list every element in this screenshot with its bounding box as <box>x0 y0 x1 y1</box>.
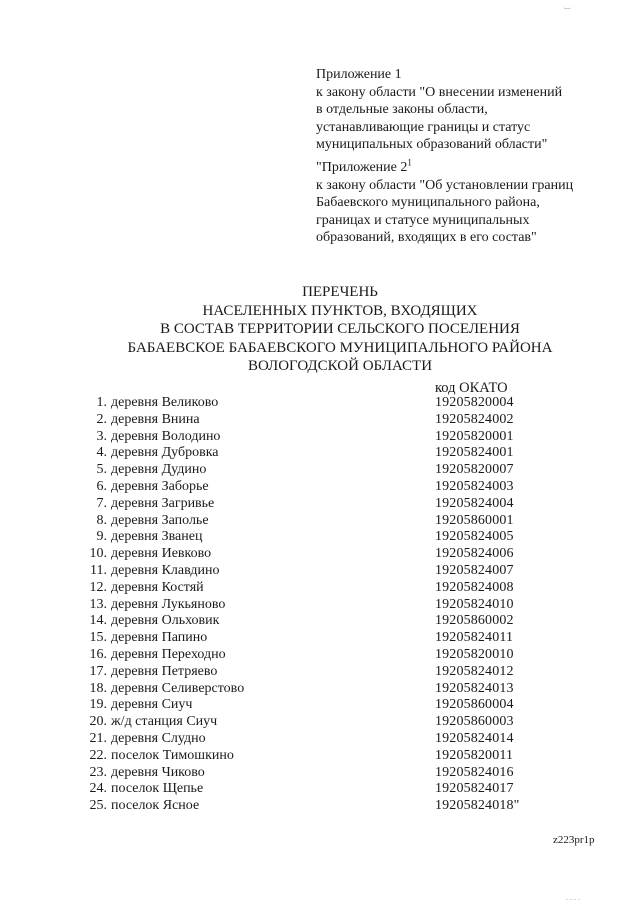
item-number: 6. <box>96 478 107 494</box>
item-name: деревня Загривье <box>111 495 215 511</box>
item-number: 17. <box>89 663 107 679</box>
item-name: деревня Званец <box>111 529 203 545</box>
appendix-1-line: Приложение 1 <box>316 67 402 82</box>
title-line: НАСЕЛЕННЫХ ПУНКТОВ, ВХОДЯЩИХ <box>202 302 478 319</box>
item-number: 23. <box>89 764 107 780</box>
item-name: деревня Клавдино <box>111 562 220 578</box>
item-okato-code: 19205824018" <box>435 798 520 814</box>
item-okato-code: 19205824006 <box>435 546 514 562</box>
list-item <box>78 681 538 698</box>
list-item <box>78 731 538 748</box>
appendix-1-line: в отдельные законы области, <box>316 102 488 117</box>
appendix-2-line: образований, входящих в его состав" <box>316 230 537 245</box>
list-item <box>78 714 538 731</box>
item-name: деревня Папино <box>111 630 208 646</box>
item-name: деревня Переходно <box>111 646 226 662</box>
item-number: 8. <box>96 512 107 528</box>
item-number: 4. <box>96 445 107 461</box>
item-number: 24. <box>89 781 107 797</box>
item-okato-code: 19205824017 <box>435 781 514 797</box>
item-okato-code: 19205824014 <box>435 730 514 746</box>
item-number: 14. <box>89 613 107 629</box>
item-okato-code: 19205824011 <box>435 630 514 646</box>
item-name: деревня Заборье <box>111 478 209 494</box>
item-number: 21. <box>89 730 107 746</box>
item-number: 5. <box>96 462 107 478</box>
settlements-list <box>78 395 538 815</box>
item-number: 11. <box>90 562 107 578</box>
scan-mark-top: ‿ <box>564 0 571 9</box>
item-name: деревня Внина <box>111 411 200 427</box>
item-okato-code: 19205824001 <box>435 445 514 461</box>
item-okato-code: 19205824007 <box>435 562 514 578</box>
title-line: БАБАЕВСКОЕ БАБАЕВСКОГО МУНИЦИПАЛЬНОГО РАЙОНА <box>127 339 553 356</box>
item-number: 15. <box>89 630 107 646</box>
item-number: 9. <box>96 529 107 545</box>
list-item <box>78 462 538 479</box>
item-name: деревня Петряево <box>111 663 218 679</box>
okato-column-header: код ОКАТО <box>435 380 508 396</box>
appendix-1-block <box>316 66 562 154</box>
appendix-2-block <box>316 159 573 247</box>
item-name: деревня Лукьяново <box>111 596 226 612</box>
appendix-2-superscript: 1 <box>407 157 412 168</box>
item-name: деревня Селиверстово <box>111 680 245 696</box>
item-name: деревня Ольховик <box>111 613 220 629</box>
list-item <box>78 429 538 446</box>
item-name: деревня Иевково <box>111 546 212 562</box>
item-okato-code: 19205824010 <box>435 596 514 612</box>
item-okato-code: 19205824008 <box>435 579 514 595</box>
list-item <box>78 529 538 546</box>
item-number: 18. <box>89 680 107 696</box>
item-okato-code: 19205824013 <box>435 680 514 696</box>
list-item <box>78 798 538 815</box>
title-line: ВОЛОГОДСКОЙ ОБЛАСТИ <box>247 358 433 374</box>
item-okato-code: 19205860003 <box>435 714 514 730</box>
document-reference-code: z223pr1p <box>553 834 595 846</box>
list-item <box>78 781 538 798</box>
appendix-1-line: муниципальных образований области" <box>316 137 548 152</box>
document-title <box>0 283 640 376</box>
appendix-2-title <box>316 159 573 177</box>
appendix-1-line: к закону области "О внесении изменений <box>316 84 563 100</box>
list-item <box>78 613 538 630</box>
item-number: 19. <box>89 697 107 713</box>
item-okato-code: 19205824003 <box>435 478 514 494</box>
item-okato-code: 19205820011 <box>435 747 514 763</box>
list-item <box>78 513 538 530</box>
item-number: 22. <box>89 747 107 763</box>
list-item <box>78 395 538 412</box>
title-line: ПЕРЕЧЕНЬ <box>302 284 378 300</box>
item-number: 10. <box>89 546 107 562</box>
item-okato-code: 19205820004 <box>435 395 514 410</box>
item-okato-code: 19205824004 <box>435 495 514 511</box>
list-item <box>78 597 538 614</box>
item-okato-code: 19205820010 <box>435 646 514 662</box>
appendix-2-line: границах и статусе муниципальных <box>316 212 530 228</box>
list-item <box>78 445 538 462</box>
list-item <box>78 765 538 782</box>
list-item <box>78 630 538 647</box>
item-okato-code: 19205824002 <box>435 411 514 427</box>
item-okato-code: 19205824016 <box>435 764 514 780</box>
item-number: 20. <box>89 714 107 730</box>
item-name: ж/д станция Сиуч <box>111 714 218 730</box>
appendix-2-title-text: "Приложение 2 <box>316 160 408 175</box>
list-item <box>78 748 538 765</box>
list-item <box>78 412 538 429</box>
list-item <box>78 647 538 664</box>
item-number: 12. <box>89 579 107 595</box>
item-name: деревня Володино <box>111 428 221 444</box>
appendix-2-line: Бабаевского муниципального района, <box>316 195 540 210</box>
list-item <box>78 479 538 496</box>
item-okato-code: 19205824005 <box>435 529 514 545</box>
item-name: деревня Чиково <box>111 764 205 780</box>
item-number: 3. <box>96 428 107 444</box>
item-number: 16. <box>89 646 107 662</box>
item-name: деревня Заполье <box>111 512 209 528</box>
item-name: поселок Тимошкино <box>111 747 234 763</box>
item-name: поселок Щепье <box>111 781 204 797</box>
item-name: деревня Великово <box>111 395 219 410</box>
item-okato-code: 19205860002 <box>435 613 514 629</box>
list-item <box>78 697 538 714</box>
item-number: 1. <box>96 395 107 410</box>
list-item <box>78 664 538 681</box>
item-okato-code: 19205824012 <box>435 663 514 679</box>
list-item <box>78 563 538 580</box>
item-name: поселок Ясное <box>111 798 200 814</box>
item-name: деревня Сиуч <box>111 697 193 713</box>
list-item <box>78 496 538 513</box>
item-name: деревня Дубровка <box>111 445 219 461</box>
item-okato-code: 19205860001 <box>435 512 514 528</box>
list-item <box>78 580 538 597</box>
item-number: 25. <box>89 798 107 814</box>
item-okato-code: 19205820007 <box>435 462 514 478</box>
item-okato-code: 19205860004 <box>435 697 514 713</box>
item-name: деревня Костяй <box>111 579 204 595</box>
item-number: 13. <box>89 596 107 612</box>
scan-mark-bottom: . . . . <box>566 893 580 902</box>
item-name: деревня Слудно <box>111 730 206 746</box>
item-number: 2. <box>96 411 107 427</box>
item-name: деревня Дудино <box>111 462 207 478</box>
appendix-1-line: устанавливающие границы и статус <box>316 119 531 135</box>
title-line: В СОСТАВ ТЕРРИТОРИИ СЕЛЬСКОГО ПОСЕЛЕНИЯ <box>160 321 520 337</box>
list-item <box>78 546 538 563</box>
item-number: 7. <box>96 495 107 511</box>
item-okato-code: 19205820001 <box>435 428 514 444</box>
appendix-2-line: к закону области "Об установлении границ <box>316 177 574 193</box>
